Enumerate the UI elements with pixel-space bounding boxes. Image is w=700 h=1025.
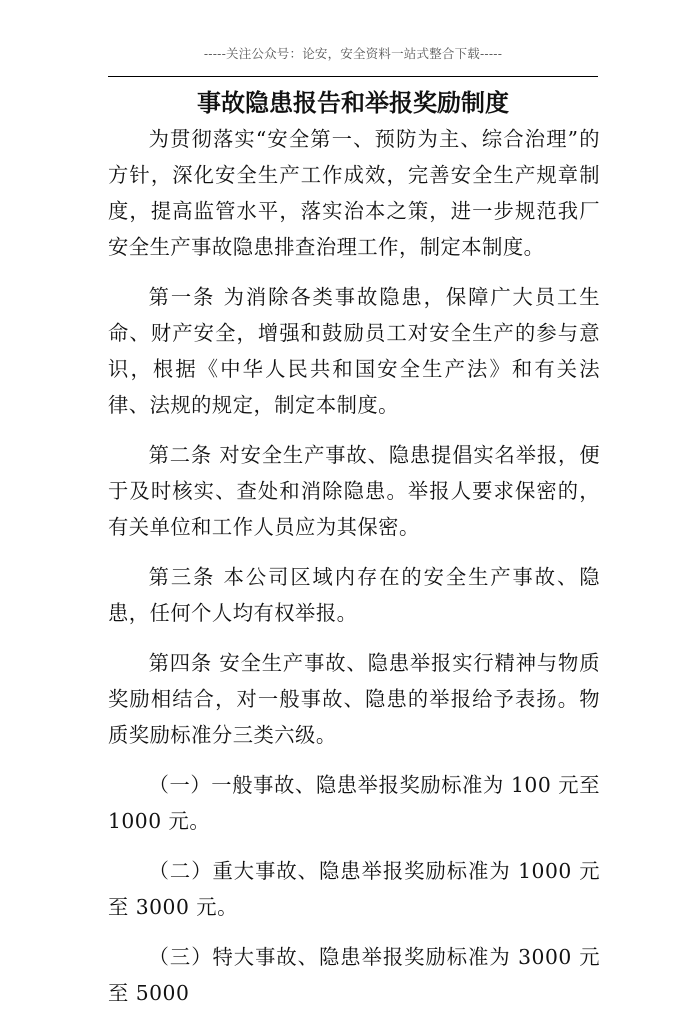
paragraph-article-3: 第三条 本公司区域内存在的安全生产事故、隐患，任何个人均有权举报。 <box>108 565 600 625</box>
document-body <box>108 121 600 1025</box>
paragraph-article-1: 第一条 为消除各类事故隐患，保障广大员工生命、财产安全，增强和鼓励员工对安全生产的参与意识，根据《中华人民共和国安全生产法》和有关法律、法规的规定，制定本制度。 <box>108 285 600 417</box>
paragraph-reward-general: （一）一般事故、隐患举报奖励标准为 100 元至 1000 元。 <box>108 773 600 833</box>
paragraph-article-4: 第四条 安全生产事故、隐患举报实行精神与物质奖励相结合，对一般事故、隐患的举报给予表扬。物质奖励标准分三类六级。 <box>108 651 600 747</box>
paragraph-reward-major: （二）重大事故、隐患举报奖励标准为 1000 元至 3000 元。 <box>108 859 600 919</box>
header-banner: -----关注公众号：论安，安全资料一站式整合下载----- <box>203 46 503 61</box>
paragraph-reward-severe: （三）特大事故、隐患举报奖励标准为 3000 元至 5000 <box>108 945 600 1005</box>
paragraph-intro: 为贯彻落实“安全第一、预防为主、综合治理”的方针，深化安全生产工作成效，完善安全生产规章制度，提高监管水平，落实治本之策，进一步规范我厂安全生产事故隐患排查治理工作，制定本制度。 <box>108 127 600 259</box>
paragraph-article-2: 第二条 对安全生产事故、隐患提倡实名举报，便于及时核实、查处和消除隐患。举报人要求保密的，有关单位和工作人员应为其保密。 <box>108 443 600 539</box>
document-title: 事故隐患报告和举报奖励制度 <box>197 89 509 117</box>
header-divider <box>108 76 598 77</box>
